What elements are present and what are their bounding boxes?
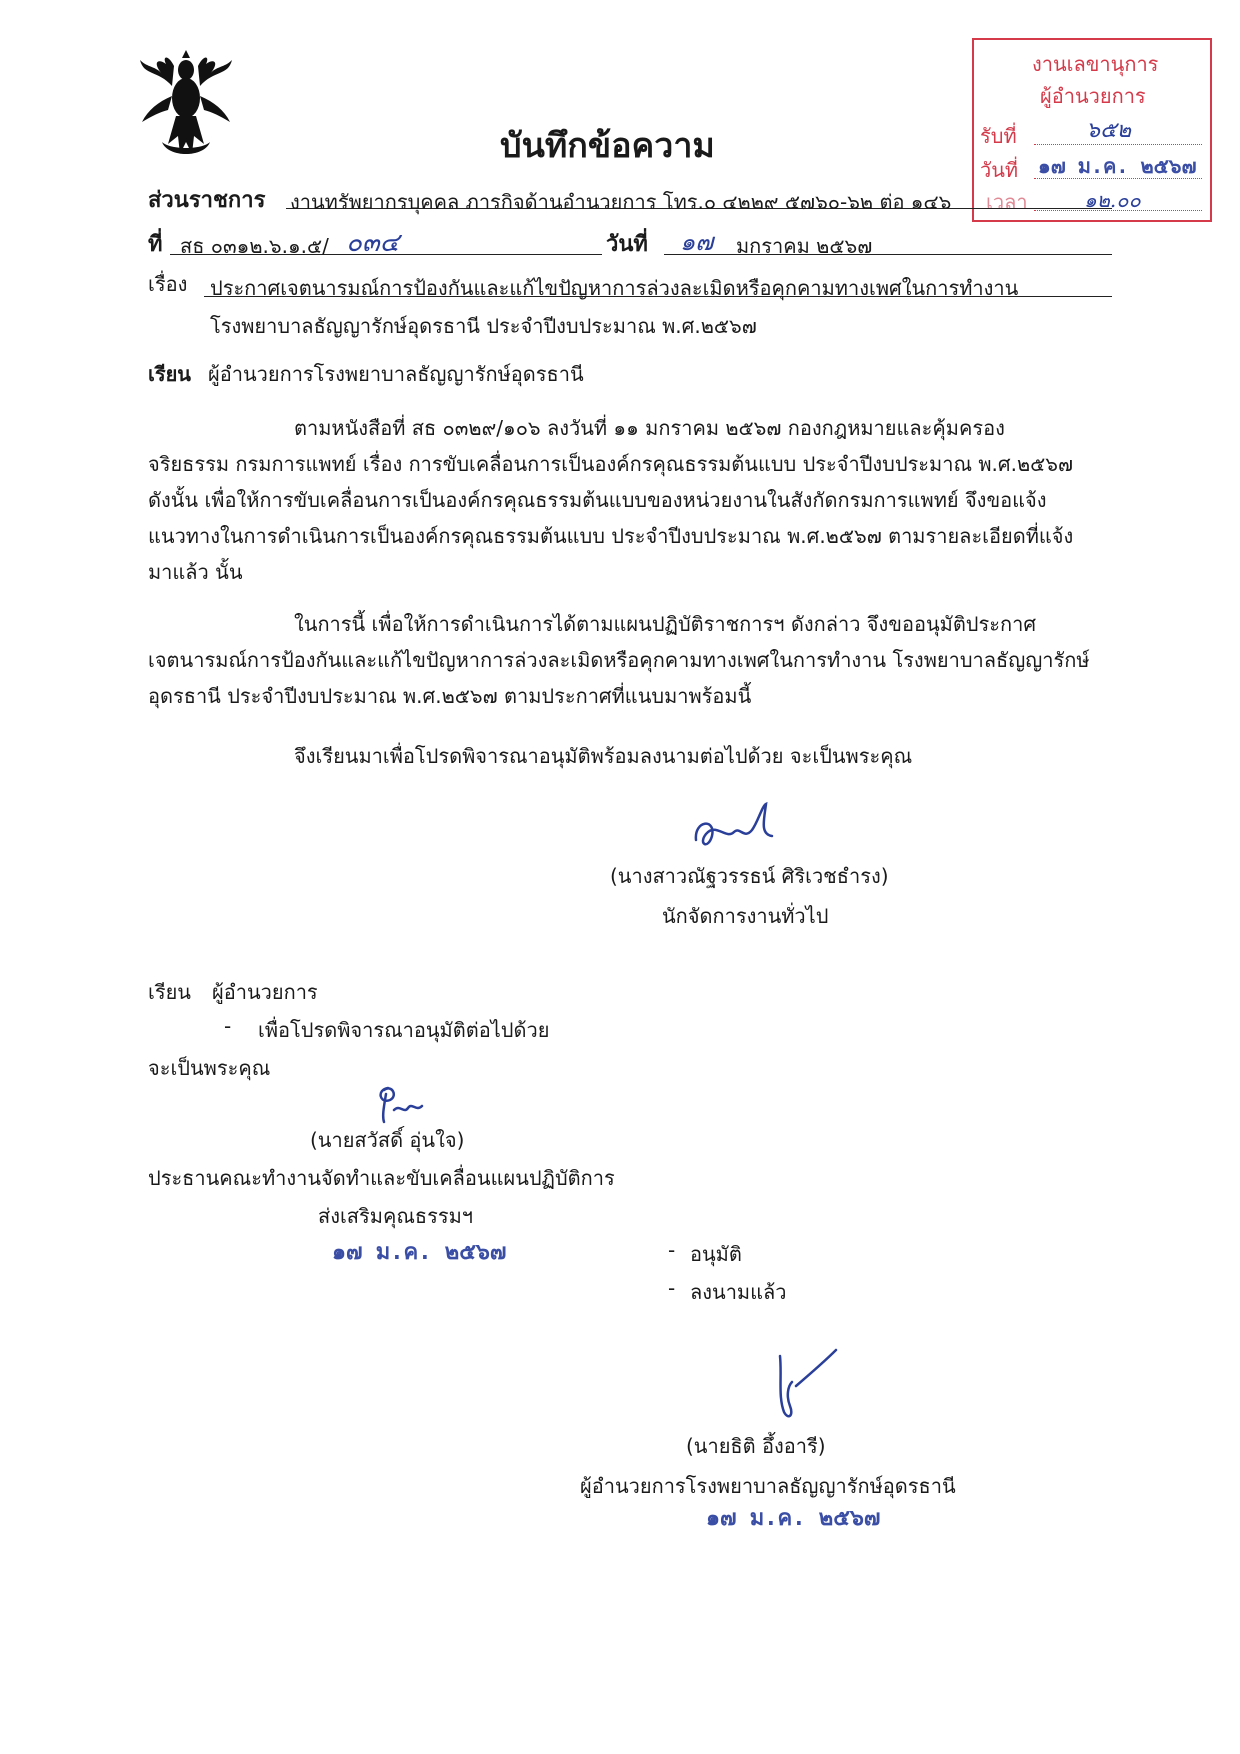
- stamp-received-value: ๖๕๒: [1086, 118, 1132, 143]
- paragraph-1-line: ดังนั้น เพื่อให้การขับเคลื่อนการเป็นองค์กรคุณธรรมต้นแบบของหน่วยงานในสังกัดกรมการแพทย์ จึงขอแจ้ง: [148, 488, 1047, 512]
- endorse-bullet: -: [224, 1014, 232, 1038]
- decision-signer-position: ผู้อำนวยการโรงพยาบาลธัญญารักษ์อุดรธานี: [580, 1474, 956, 1498]
- decision-date-stamp: ๑๗ ม.ค. ๒๕๖๗: [706, 1506, 881, 1531]
- decision-signer-name: (นายธิติ อึ้งอารี): [686, 1434, 826, 1458]
- doc-no-handwritten: ๐๓๔: [346, 228, 400, 258]
- paragraph-1-line: จริยธรรม กรมการแพทย์ เรื่อง การขับเคลื่อนการเป็นองค์กรคุณธรรมต้นแบบ ประจำปีงบประมาณ พ.ศ.๒๕๖๗: [148, 452, 1074, 476]
- signature-2: [370, 1080, 440, 1130]
- stamp-line-1: งานเลขานุการ: [1032, 52, 1159, 76]
- date-day-handwritten: ๑๗: [680, 228, 714, 256]
- paragraph-2-line: ในการนี้ เพื่อให้การดำเนินการได้ตามแผนปฏิบัติราชการฯ ดังกล่าว จึงขออนุมัติประกาศ: [294, 612, 1037, 636]
- endorse-signer-name: (นายสวัสดิ์ อุ่นใจ): [310, 1128, 465, 1152]
- endorse-closing: จะเป็นพระคุณ: [148, 1056, 271, 1080]
- agency-label: ส่วนราชการ: [148, 188, 266, 213]
- paragraph-2-line: เจตนารมณ์การป้องกันและแก้ไขปัญหาการล่วงละเมิดหรือคุกคามทางเพศในการทำงาน โรงพยาบาลธัญญารักษ์: [148, 648, 1090, 672]
- endorse-to-value: ผู้อำนวยการ: [212, 980, 318, 1004]
- agency-value: งานทรัพยากรบุคคล ภารกิจด้านอำนวยการ โทร.๐ ๔๒๒๙ ๕๗๖๐-๖๒ ต่อ ๑๔๖: [290, 190, 952, 214]
- stamp-date-value: ๑๗ ม.ค. ๒๕๖๗: [1038, 154, 1197, 178]
- reception-stamp: [972, 38, 1212, 222]
- stamp-received-label: รับที่: [980, 124, 1017, 148]
- stamp-time-label: เวลา: [986, 190, 1028, 214]
- garuda-emblem-icon: [138, 50, 234, 162]
- endorse-signer-position-2: ส่งเสริมคุณธรรมฯ: [318, 1204, 473, 1228]
- endorse-signer-position-1: ประธานคณะทำงานจัดทำและขับเคลื่อนแผนปฏิบัติการ: [148, 1166, 615, 1190]
- date-label: วันที่: [606, 232, 648, 257]
- signer-1-name: (นางสาวณัฐวรรธน์ ศิริเวชธำรง): [610, 864, 889, 888]
- decision-bullet-2: -: [668, 1276, 676, 1300]
- subject-label: เรื่อง: [148, 272, 188, 296]
- to-label: เรียน: [148, 362, 191, 386]
- endorse-request: เพื่อโปรดพิจารณาอนุมัติต่อไปด้วย: [258, 1018, 550, 1042]
- page-title: บันทึกข้อความ: [500, 126, 715, 166]
- endorse-date-stamp: ๑๗ ม.ค. ๒๕๖๗: [332, 1240, 507, 1265]
- signature-3: [760, 1346, 860, 1436]
- stamp-time-value: ๑๒.๐๐: [1084, 188, 1141, 212]
- paragraph-1-line: ตามหนังสือที่ สธ ๐๓๒๙/๑๐๖ ลงวันที่ ๑๑ มกราคม ๒๕๖๗ กองกฎหมายและคุ้มครอง: [294, 416, 1005, 440]
- stamp-line-2: ผู้อำนวยการ: [1040, 84, 1146, 108]
- paragraph-2-line: อุดรธานี ประจำปีงบประมาณ พ.ศ.๒๕๖๗ ตามประกาศที่แนบมาพร้อมนี้: [148, 684, 752, 708]
- doc-no-label: ที่: [148, 232, 163, 257]
- signature-1: [686, 800, 786, 860]
- paragraph-1-line: แนวทางในการดำเนินการเป็นองค์กรคุณธรรมต้นแบบ ประจำปีงบประมาณ พ.ศ.๒๕๖๗ ตามรายละเอียดที่แจ้ง: [148, 524, 1074, 548]
- stamp-date-label: วันที่: [980, 158, 1019, 182]
- closing-text: จึงเรียนมาเพื่อโปรดพิจารณาอนุมัติพร้อมลงนามต่อไปด้วย จะเป็นพระคุณ: [294, 744, 913, 768]
- paragraph-2: [148, 606, 1112, 714]
- decision-bullet-1: -: [668, 1238, 676, 1262]
- decision-item-approve: อนุมัติ: [690, 1242, 742, 1266]
- to-value: ผู้อำนวยการโรงพยาบาลธัญญารักษ์อุดรธานี: [208, 362, 584, 386]
- date-value: มกราคม ๒๕๖๗: [736, 234, 873, 258]
- decision-item-signed: ลงนามแล้ว: [690, 1280, 787, 1304]
- paragraph-1: [148, 410, 1112, 590]
- paragraph-1-line: มาแล้ว นั้น: [148, 560, 243, 584]
- signer-1-position: นักจัดการงานทั่วไป: [662, 904, 829, 928]
- subject-line-2: โรงพยาบาลธัญญารักษ์อุดรธานี ประจำปีงบประมาณ พ.ศ.๒๕๖๗: [210, 314, 757, 338]
- doc-no-value: สธ ๐๓๑๒.๖.๑.๕/: [180, 234, 329, 258]
- subject-line-1: ประกาศเจตนารมณ์การป้องกันและแก้ไขปัญหาการล่วงละเมิดหรือคุกคามทางเพศในการทำงาน: [210, 276, 1019, 300]
- date-underline: [664, 254, 1112, 255]
- endorse-to-label: เรียน: [148, 980, 191, 1004]
